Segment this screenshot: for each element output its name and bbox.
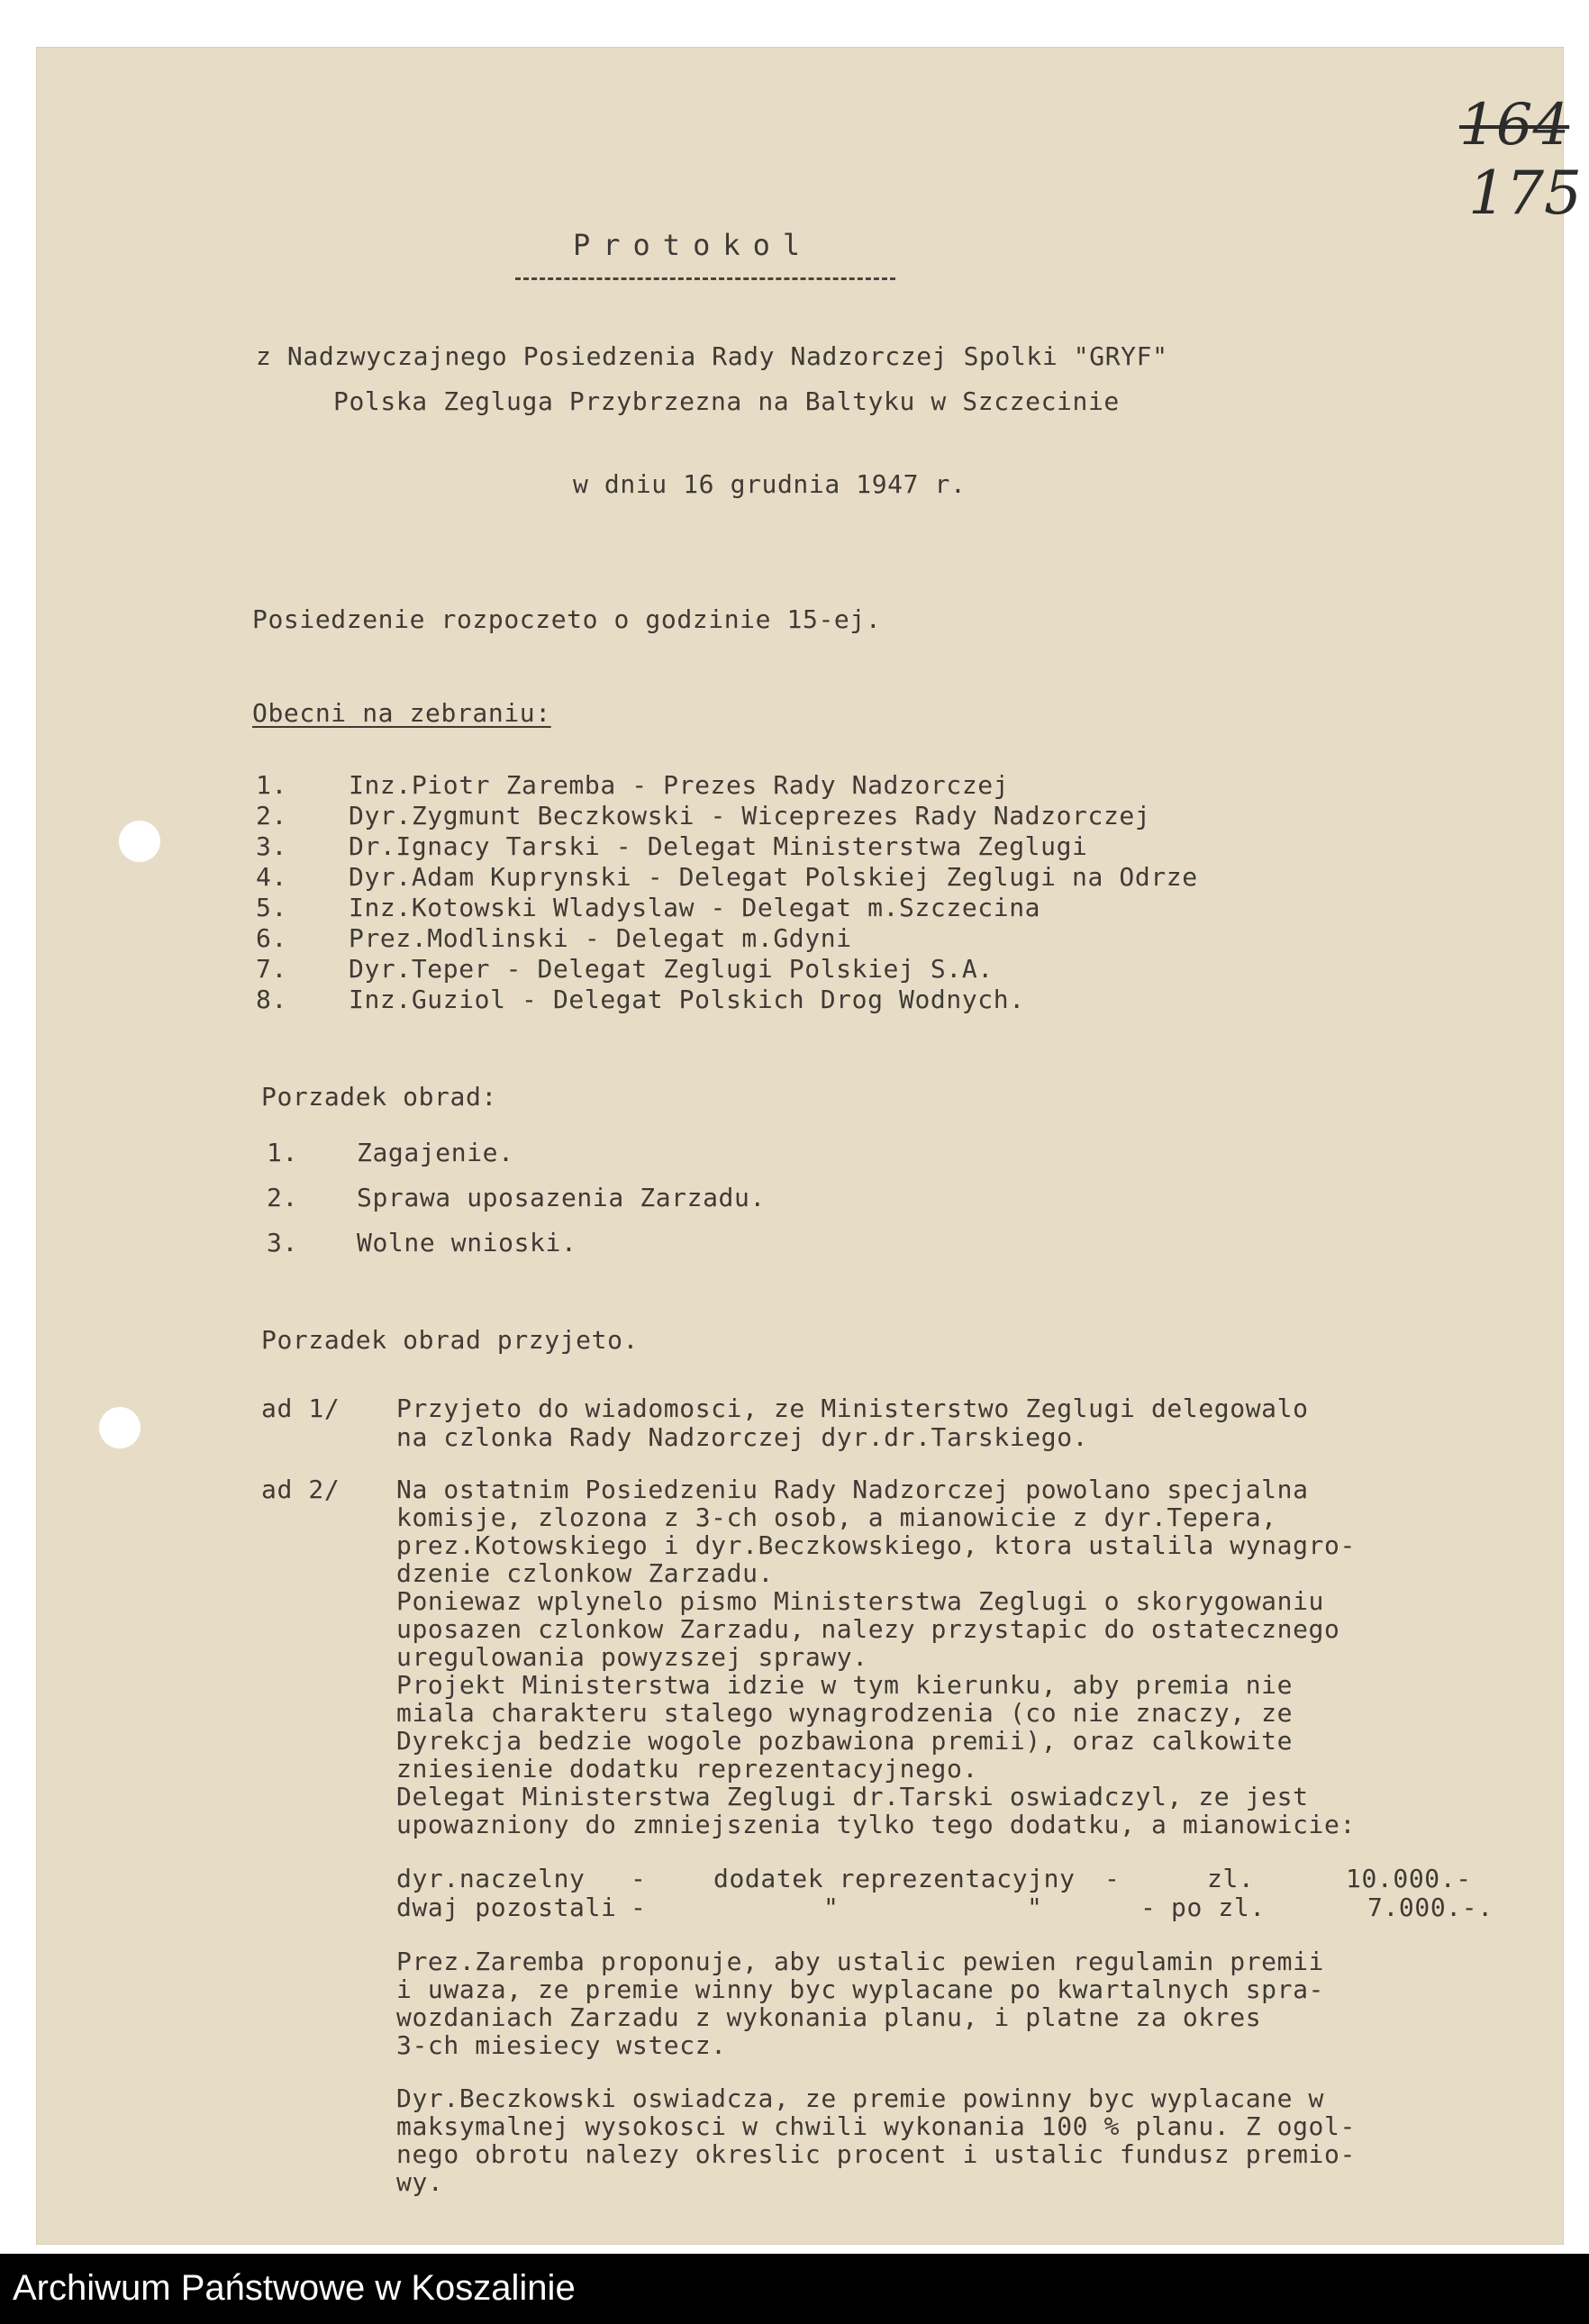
date-line: w dniu 16 grudnia 1947 r. — [573, 469, 967, 499]
list-item-number: 2. — [256, 801, 287, 831]
paragraph-line: wozdaniach Zarzadu z wykonania planu, i platne za okres — [396, 2002, 1262, 2032]
allowance-dash: - — [631, 1893, 647, 1922]
handwritten-page-number: 175 — [1468, 159, 1582, 228]
present-heading: Obecni na zebraniu: — [252, 698, 551, 728]
list-item: Sprawa uposazenia Zarzadu. — [357, 1183, 766, 1212]
allowance-type: dodatek reprezentacyjny — [713, 1864, 1076, 1893]
list-item: Zagajenie. — [357, 1138, 514, 1167]
paragraph-line: maksymalnej wysokosci w chwili wykonania 100 % planu. Z ogol- — [396, 2111, 1356, 2141]
list-item-number: 1. — [256, 770, 287, 800]
allowance-amount: 7.000.-. — [1367, 1893, 1494, 1922]
allowance-ditto: " — [823, 1893, 840, 1922]
list-item-number: 7. — [256, 954, 287, 984]
ad2-line: Na ostatnim Posiedzeniu Rady Nadzorczej powolano specjalna — [396, 1475, 1309, 1504]
section-label-ad1: ad 1/ — [261, 1393, 340, 1423]
list-item: Wolne wnioski. — [357, 1228, 577, 1257]
ad2-line: miala charakteru stalego wynagrodzenia (co nie znaczy, ze — [396, 1698, 1294, 1728]
paragraph-line: Dyr.Beczkowski oswiadcza, ze premie powinny byc wyplacane w — [396, 2083, 1324, 2113]
allowance-amount: 10.000.- — [1346, 1864, 1472, 1893]
subtitle-line-2: Polska Zegluga Przybrzezna na Baltyku w Szczecinie — [333, 386, 1120, 416]
ad2-line: Projekt Ministerstwa idzie w tym kierunku, aby premia nie — [396, 1670, 1294, 1700]
ad2-line: uposazen czlonkow Zarzadu, nalezy przystapic do ostatecznego — [396, 1614, 1340, 1644]
title-underline — [515, 277, 895, 280]
list-item: Dyr.Teper - Delegat Zeglugi Polskiej S.A. — [349, 954, 994, 984]
list-item-number: 1. — [267, 1138, 298, 1167]
list-item-number: 2. — [267, 1183, 298, 1212]
list-item: Inz.Kotowski Wladyslaw - Delegat m.Szczecina — [349, 893, 1041, 922]
ad1-line: na czlonka Rady Nadzorczej dyr.dr.Tarskiego. — [396, 1422, 1089, 1452]
agenda-heading: Porzadek obrad: — [261, 1082, 497, 1112]
archive-name: Archiwum Państwowe w Koszalinie — [13, 2268, 576, 2308]
section-label-ad2: ad 2/ — [261, 1475, 340, 1504]
allowance-who: dyr.naczelny — [396, 1864, 586, 1893]
paragraph-line: Prez.Zaremba proponuje, aby ustalic pewien regulamin premii — [396, 1947, 1324, 1976]
allowance-dash: - — [1104, 1864, 1121, 1893]
allowance-currency: po zl. — [1171, 1893, 1266, 1922]
ad2-line: komisje, zlozona z 3-ch osob, a mianowicie z dyr.Tepera, — [396, 1502, 1277, 1532]
allowance-dash: - — [631, 1864, 647, 1893]
ad1-line: Przyjeto do wiadomosci, ze Ministerstwo Zeglugi delegowalo — [396, 1393, 1309, 1423]
allowance-dash: - — [1140, 1893, 1157, 1922]
list-item: Inz.Piotr Zaremba - Prezes Rady Nadzorczej — [349, 770, 1010, 800]
list-item-number: 6. — [256, 923, 287, 953]
ad2-line: dzenie czlonkow Zarzadu. — [396, 1558, 774, 1588]
ad2-line: Dyrekcja bedzie wogole pozbawiona premii), oraz calkowite — [396, 1726, 1294, 1756]
ad2-line: Delegat Ministerstwa Zeglugi dr.Tarski oswiadczyl, ze jest — [396, 1782, 1309, 1811]
document-title: Protokol — [573, 228, 813, 262]
list-item: Dyr.Zygmunt Beczkowski - Wiceprezes Rady Nadzorczej — [349, 801, 1151, 831]
list-item-number: 4. — [256, 862, 287, 892]
list-item-number: 3. — [267, 1228, 298, 1257]
allowance-ditto: " — [1027, 1893, 1043, 1922]
punch-hole — [119, 821, 160, 862]
ad2-line: prez.Kotowskiego i dyr.Beczkowskiego, ktora ustalila wynagro- — [396, 1530, 1356, 1560]
opening-line: Posiedzenie rozpoczeto o godzinie 15-ej. — [252, 604, 882, 634]
paragraph-line: wy. — [396, 2167, 444, 2197]
list-item: Dyr.Adam Kuprynski - Delegat Polskiej Zeglugi na Odrze — [349, 862, 1198, 892]
ad2-line: upowazniony do zmniejszenia tylko tego dodatku, a mianowicie: — [396, 1810, 1356, 1839]
paragraph-line: nego obrotu nalezy okreslic procent i ustalic fundusz premio- — [396, 2139, 1356, 2169]
document-page — [36, 47, 1582, 2245]
ad2-line: zniesienie dodatku reprezentacyjnego. — [396, 1754, 978, 1784]
punch-hole — [99, 1407, 141, 1448]
list-item-number: 3. — [256, 831, 287, 861]
list-item-number: 8. — [256, 985, 287, 1014]
list-item: Prez.Modlinski - Delegat m.Gdyni — [349, 923, 852, 953]
list-item: Dr.Ignacy Tarski - Delegat Ministerstwa Zeglugi — [349, 831, 1088, 861]
paragraph-line: 3-ch miesiecy wstecz. — [396, 2030, 727, 2060]
ad2-line: Poniewaz wplynelo pismo Ministerstwa Zeglugi o skorygowaniu — [396, 1586, 1324, 1616]
handwritten-page-number-crossed: 164 — [1459, 92, 1570, 159]
paragraph-line: i uwaza, ze premie winny byc wyplacane po kwartalnych spra- — [396, 1974, 1324, 2004]
archive-footer — [0, 2254, 1589, 2324]
list-item-number: 5. — [256, 893, 287, 922]
allowance-who: dwaj pozostali — [396, 1893, 617, 1922]
list-item: Inz.Guziol - Delegat Polskich Drog Wodnych. — [349, 985, 1025, 1014]
subtitle-line-1: z Nadzwyczajnego Posiedzenia Rady Nadzorczej Spolki "GRYF" — [256, 341, 1168, 371]
agenda-accepted: Porzadek obrad przyjeto. — [261, 1325, 639, 1355]
ad2-line: uregulowania powyzszej sprawy. — [396, 1642, 868, 1672]
allowance-currency: zl. — [1207, 1864, 1255, 1893]
